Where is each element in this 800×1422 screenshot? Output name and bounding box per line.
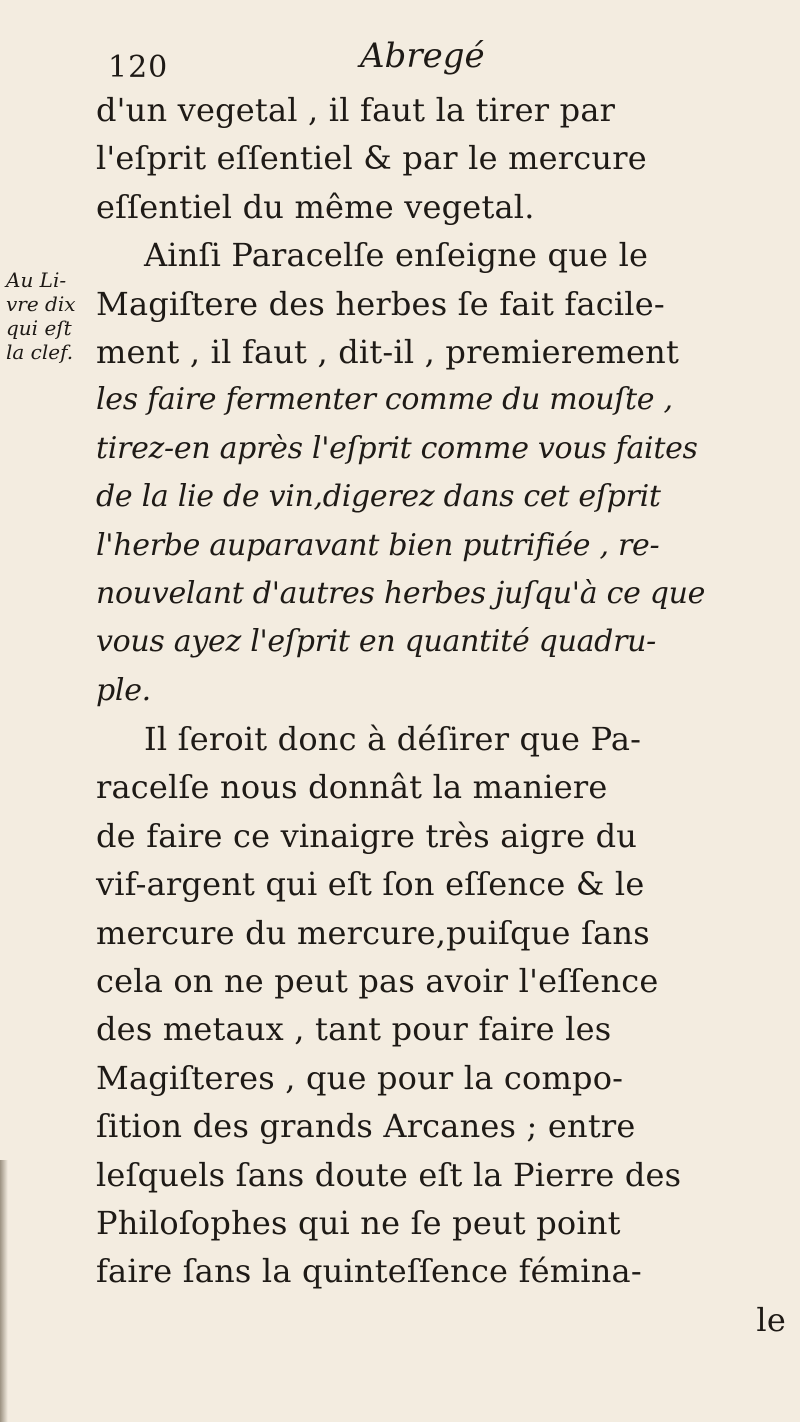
text-line: des metaux , tant pour faire les [96, 1010, 612, 1049]
text-line-italic: vous ayez l'eſprit en quantité quadru- [96, 624, 656, 660]
text-line: Ainſi Paracelſe enſeigne que le [144, 236, 649, 275]
text-line: Magiſteres , que pour la compo- [96, 1058, 624, 1097]
margin-note-line: qui eſt [6, 316, 72, 340]
text-line-italic: ple. [96, 672, 151, 708]
body-text [96, 86, 796, 1344]
margin-note-line: la clef. [6, 340, 74, 364]
margin-note-line: vre dix [6, 292, 76, 316]
text-line: vif-argent qui eſt ſon eſſence & le [96, 865, 645, 904]
margin-note [6, 268, 90, 364]
text-line: leſquels ſans doute eſt la Pierre des [96, 1155, 682, 1194]
text-line: ſition des grands Arcanes ; entre [96, 1107, 636, 1146]
text-line: ment , il faut , dit-il , premierement [96, 332, 680, 371]
text-line: eſſentiel du même vegetal. [96, 187, 535, 226]
text-line-italic: de la lie de vin,digerez dans cet eſprit [96, 479, 661, 515]
text-line: faire ſans la quinteſſence fémina- [96, 1252, 642, 1291]
text-line: d'un vegetal , il faut la tirer par [96, 91, 616, 129]
text-line: Il ſeroit donc à déſirer que Pa- [144, 720, 642, 759]
text-line: racelſe nous donnât la maniere [96, 768, 608, 807]
text-line-italic: l'herbe auparavant bien putrifiée , re- [96, 527, 660, 563]
text-line-italic: les faire fermenter comme du mouſte , [96, 382, 673, 418]
page-number: 120 [108, 50, 169, 85]
text-line: Philoſophes qui ne ſe peut point [96, 1203, 621, 1242]
text-line: de faire ce vinaigre très aigre du [96, 816, 638, 855]
text-line-italic: nouvelant d'autres herbes juſqu'à ce que [96, 575, 706, 611]
running-head: Abregé [360, 36, 485, 76]
margin-note-line: Au Li- [6, 268, 67, 292]
text-line: l'eſprit eſſentiel & par le mercure [96, 139, 647, 178]
text-line: cela on ne peut pas avoir l'eſſence [96, 962, 659, 1001]
text-line-italic: tirez-en après l'eſprit comme vous faites [96, 430, 698, 466]
text-line: mercure du mercure,puiſque ſans [96, 913, 650, 952]
catchword: le [756, 1300, 786, 1339]
page-spine-shadow [0, 1160, 8, 1422]
text-line: Magiſtere des herbes ſe fait facile- [96, 284, 665, 323]
